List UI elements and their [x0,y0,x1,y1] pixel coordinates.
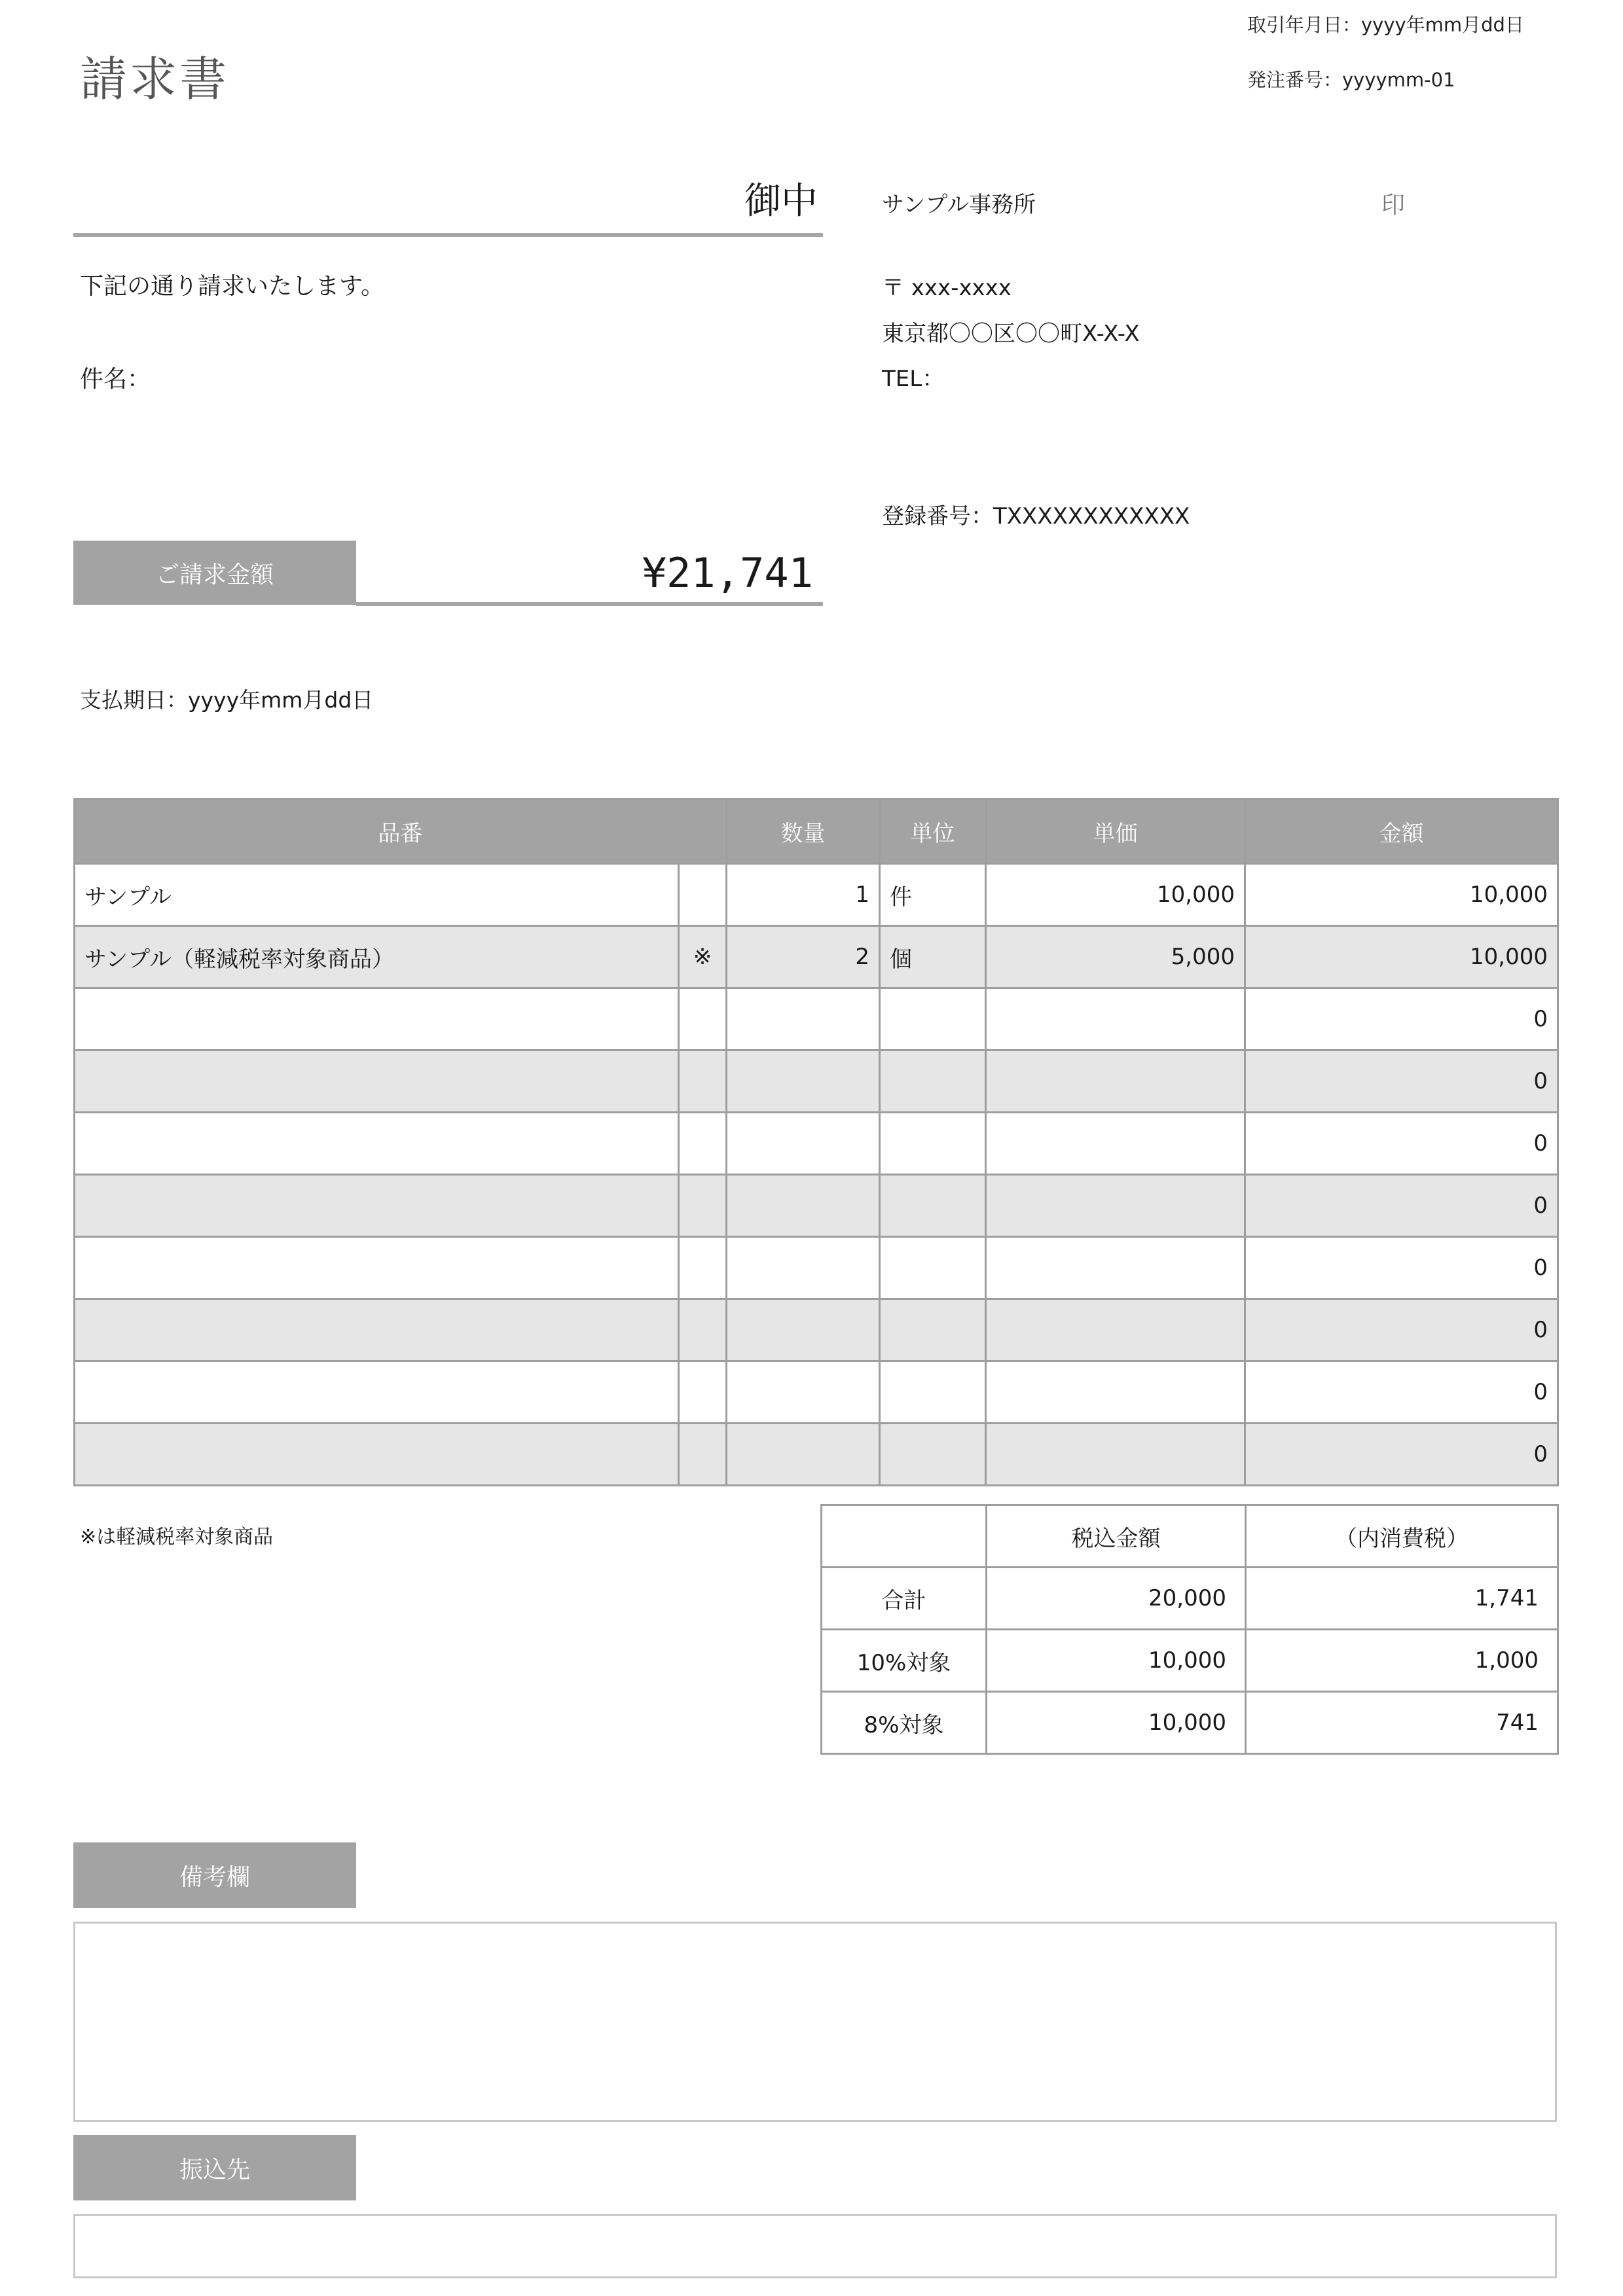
header-unit: 単位 [880,799,986,864]
item-name [75,1424,679,1486]
item-amount: 10,000 [1245,864,1558,926]
table-row [75,864,1558,926]
item-mark: ※ [679,926,727,988]
summary-row [822,1630,1558,1692]
item-unit [880,988,986,1050]
issuer-name: サンプル事務所 [882,192,1036,218]
issuer-postal: 〒 xxx-xxxx [882,275,1012,301]
item-unit [880,1050,986,1113]
item-quantity: 1 [727,864,880,926]
item-unit [880,1361,986,1424]
item-price [986,1299,1245,1361]
item-amount: 0 [1245,1113,1558,1175]
remarks-label: 備考欄 [73,1842,356,1908]
amount-label: ご請求金額 [73,541,356,605]
item-mark [679,864,727,926]
item-price: 5,000 [986,926,1245,988]
item-price [986,1361,1245,1424]
item-unit [880,1175,986,1237]
summary-tax: 1,741 [1246,1568,1558,1630]
item-price [986,1424,1245,1486]
item-quantity [727,1237,880,1299]
item-quantity [727,1175,880,1237]
item-mark [679,988,727,1050]
item-amount: 0 [1245,1175,1558,1237]
item-name [75,1237,679,1299]
item-quantity [727,1113,880,1175]
item-mark [679,1424,727,1486]
item-unit: 件 [880,864,986,926]
summary-tax: 1,000 [1246,1630,1558,1692]
items-header-row [75,799,1558,864]
item-amount: 10,000 [1245,926,1558,988]
header-item-code: 品番 [75,799,727,864]
item-name [75,1361,679,1424]
summary-row [822,1568,1558,1630]
summary-total: 20,000 [987,1568,1246,1630]
item-quantity [727,1299,880,1361]
header-unit-price: 単価 [986,799,1245,864]
item-mark [679,1113,727,1175]
item-price [986,988,1245,1050]
issuer-tel: TEL： [882,366,945,392]
item-quantity [727,988,880,1050]
item-name [75,1299,679,1361]
table-row [75,1175,1558,1237]
item-price [986,1113,1245,1175]
summary-total: 10,000 [987,1692,1246,1754]
request-message: 下記の通り請求いたします。 [80,273,385,300]
bank-label: 振込先 [73,2135,356,2200]
item-quantity [727,1424,880,1486]
page-title: 請求書 [80,52,230,107]
item-name [75,988,679,1050]
table-row [75,926,1558,988]
table-row [75,1424,1558,1486]
summary-header-tax: （内消費税） [1246,1505,1558,1568]
item-name [75,1113,679,1175]
item-unit: 個 [880,926,986,988]
items-table [73,798,1559,1486]
client-name-underline [73,233,823,237]
subject-label: 件名： [80,366,151,393]
item-mark [679,1237,727,1299]
order-number: 発注番号：yyyymm-01 [1247,69,1455,91]
summary-row [822,1692,1558,1754]
summary-label: 合計 [822,1568,987,1630]
item-name: サンプル [75,864,679,926]
transaction-date: 取引年月日：yyyy年mm月dd日 [1247,14,1524,36]
seal-mark: 印 [1381,192,1406,219]
item-amount: 0 [1245,1237,1558,1299]
issuer-registration: 登録番号：TXXXXXXXXXXXX [882,503,1190,529]
bank-box [73,2214,1557,2278]
table-row [75,1361,1558,1424]
table-row [75,1299,1558,1361]
amount-underline [356,602,823,606]
item-amount: 0 [1245,988,1558,1050]
summary-header-total: 税込金額 [987,1505,1246,1568]
header-quantity: 数量 [727,799,880,864]
item-name [75,1050,679,1113]
summary-total: 10,000 [987,1630,1246,1692]
summary-label: 10%対象 [822,1630,987,1692]
item-price [986,1237,1245,1299]
item-price [986,1175,1245,1237]
item-mark [679,1175,727,1237]
remarks-box [73,1922,1557,2122]
table-row [75,988,1558,1050]
item-price [986,1050,1245,1113]
table-row [75,1050,1558,1113]
item-price: 10,000 [986,864,1245,926]
summary-label: 8%対象 [822,1692,987,1754]
item-unit [880,1299,986,1361]
item-amount: 0 [1245,1299,1558,1361]
table-row [75,1237,1558,1299]
header-amount: 金額 [1245,799,1558,864]
item-quantity [727,1361,880,1424]
item-mark [679,1361,727,1424]
item-mark [679,1299,727,1361]
issuer-address: 東京都〇〇区〇〇町X-X-X [882,321,1140,347]
item-name [75,1175,679,1237]
item-amount: 0 [1245,1424,1558,1486]
reduced-tax-note: ※は軽減税率対象商品 [80,1526,274,1549]
item-unit [880,1424,986,1486]
item-amount: 0 [1245,1361,1558,1424]
due-date: 支払期日：yyyy年mm月dd日 [80,687,374,713]
item-quantity: 2 [727,926,880,988]
item-amount: 0 [1245,1050,1558,1113]
table-row [75,1113,1558,1175]
item-unit [880,1113,986,1175]
client-suffix: 御中 [744,180,818,223]
item-quantity [727,1050,880,1113]
item-name: サンプル（軽減税率対象商品） [75,926,679,988]
tax-summary-table [820,1504,1559,1755]
summary-header-row [822,1505,1558,1568]
summary-tax: 741 [1246,1692,1558,1754]
summary-header-blank [822,1505,987,1568]
item-mark [679,1050,727,1113]
item-unit [880,1237,986,1299]
amount-value: ¥21,741 [642,548,813,597]
